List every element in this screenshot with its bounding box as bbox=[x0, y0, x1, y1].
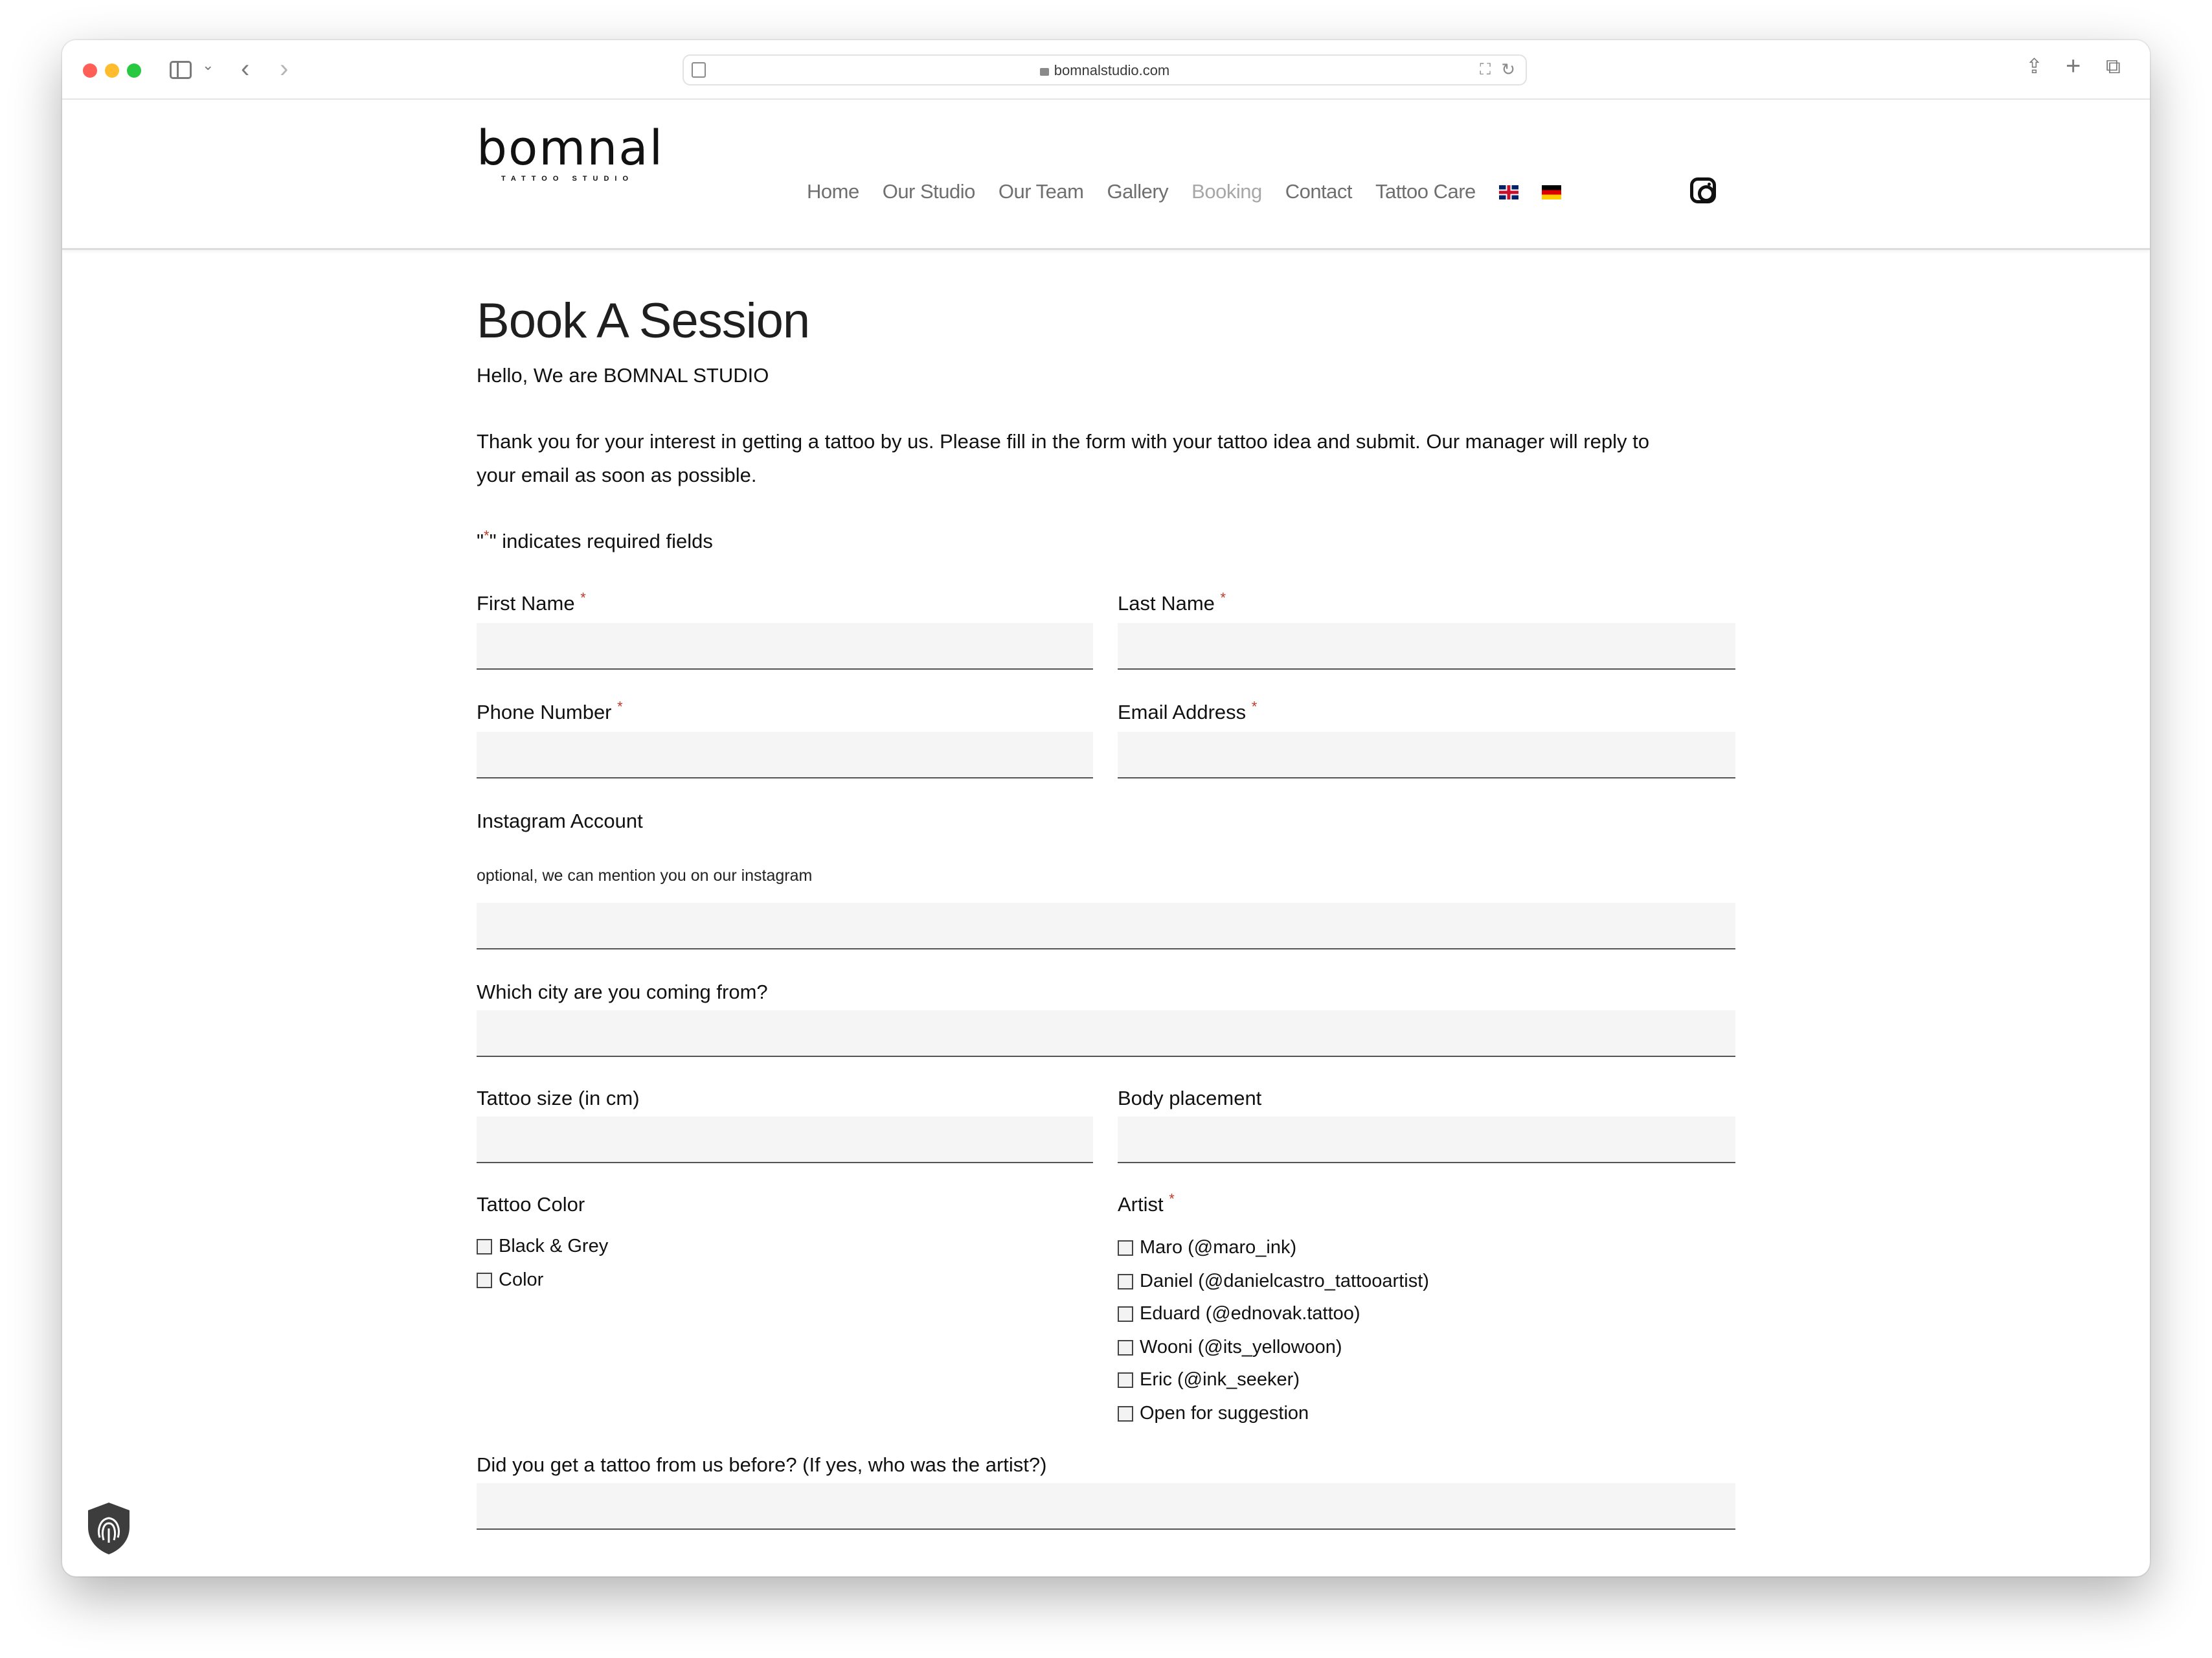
instagram-icon[interactable] bbox=[1690, 177, 1716, 203]
nav-home[interactable]: Home bbox=[807, 180, 859, 203]
body-placement-label: Body placement bbox=[1118, 1087, 1262, 1109]
chevron-down-icon[interactable]: ⌄ bbox=[202, 57, 214, 73]
color-option-black-grey[interactable]: Black & Grey bbox=[477, 1236, 608, 1257]
first-name-label: First Name * bbox=[477, 589, 586, 615]
nav-contact[interactable]: Contact bbox=[1285, 180, 1353, 203]
privacy-shield-icon[interactable] bbox=[85, 1501, 132, 1556]
lock-icon bbox=[1040, 68, 1049, 76]
nav-tattoo-care[interactable]: Tattoo Care bbox=[1375, 180, 1476, 203]
checkbox[interactable] bbox=[1118, 1340, 1133, 1356]
email-label: Email Address * bbox=[1118, 698, 1258, 723]
nav-booking[interactable]: Booking bbox=[1191, 180, 1262, 203]
minimize-window-button[interactable] bbox=[105, 63, 119, 78]
tattoo-size-label: Tattoo size (in cm) bbox=[477, 1087, 640, 1109]
phone-label: Phone Number * bbox=[477, 698, 623, 723]
body-placement-input[interactable] bbox=[1118, 1117, 1735, 1163]
browser-toolbar bbox=[62, 40, 2150, 100]
site-logo[interactable] bbox=[477, 120, 664, 183]
share-icon[interactable]: ⇪ bbox=[2026, 54, 2043, 78]
close-window-button[interactable] bbox=[83, 63, 97, 78]
checkbox[interactable] bbox=[1118, 1274, 1133, 1289]
reload-icon[interactable]: ↻ bbox=[1501, 60, 1515, 79]
intro-text bbox=[477, 425, 1649, 492]
nav-gallery[interactable]: Gallery bbox=[1107, 180, 1169, 203]
address-bar[interactable] bbox=[683, 54, 1527, 85]
tattoo-size-input[interactable] bbox=[477, 1117, 1093, 1163]
new-tab-icon[interactable]: + bbox=[2066, 52, 2081, 80]
tabs-overview-icon[interactable]: ⧉ bbox=[2106, 54, 2121, 78]
logo-subtext: TATTOO STUDIO bbox=[501, 175, 634, 183]
german-flag-icon[interactable] bbox=[1542, 185, 1561, 199]
page-title: Book A Session bbox=[477, 293, 810, 348]
artist-option-eduard[interactable]: Eduard (@ednovak.tattoo) bbox=[1118, 1303, 1360, 1324]
nav-our-team[interactable]: Our Team bbox=[998, 180, 1084, 203]
instagram-label: Instagram Account bbox=[477, 810, 643, 832]
checkbox[interactable] bbox=[1118, 1406, 1133, 1422]
artist-option-maro[interactable]: Maro (@maro_ink) bbox=[1118, 1237, 1296, 1258]
required-marker: * bbox=[484, 527, 490, 544]
artist-option-eric[interactable]: Eric (@ink_seeker) bbox=[1118, 1369, 1300, 1391]
forward-icon[interactable]: › bbox=[280, 54, 289, 83]
artist-option-wooni[interactable]: Wooni (@its_yellowoon) bbox=[1118, 1337, 1342, 1358]
zoom-window-button[interactable] bbox=[127, 63, 141, 78]
nav-our-studio[interactable]: Our Studio bbox=[882, 180, 975, 203]
checkbox[interactable] bbox=[477, 1239, 492, 1255]
instagram-input[interactable] bbox=[477, 903, 1735, 949]
checkbox[interactable] bbox=[1118, 1240, 1133, 1256]
main-nav bbox=[807, 180, 1585, 206]
sidebar-toggle-icon[interactable] bbox=[170, 61, 192, 79]
city-label: Which city are you coming from? bbox=[477, 981, 768, 1003]
intro-line-2: your email as soon as possible. bbox=[477, 464, 757, 486]
tattoo-color-label: Tattoo Color bbox=[477, 1193, 585, 1216]
email-input[interactable] bbox=[1118, 732, 1735, 778]
color-option-color[interactable]: Color bbox=[477, 1269, 543, 1291]
instagram-hint: optional, we can mention you on our instagram bbox=[477, 867, 813, 885]
site-header bbox=[62, 100, 2150, 250]
logo-wordmark: bomnal bbox=[477, 120, 664, 176]
city-input[interactable] bbox=[477, 1010, 1735, 1057]
last-name-input[interactable] bbox=[1118, 623, 1735, 670]
first-name-input[interactable] bbox=[477, 623, 1093, 670]
artist-option-daniel[interactable]: Daniel (@danielcastro_tattooartist) bbox=[1118, 1271, 1429, 1292]
checkbox[interactable] bbox=[477, 1273, 492, 1288]
previous-tattoo-label: Did you get a tattoo from us before? (If yes, who was the artist?) bbox=[477, 1453, 1047, 1476]
checkbox[interactable] bbox=[1118, 1306, 1133, 1322]
phone-input[interactable] bbox=[477, 732, 1093, 778]
back-icon[interactable]: ‹ bbox=[241, 54, 250, 83]
english-flag-icon[interactable] bbox=[1499, 185, 1518, 199]
browser-window bbox=[62, 40, 2150, 1576]
artist-option-open[interactable]: Open for suggestion bbox=[1118, 1403, 1309, 1424]
greeting-text: Hello, We are BOMNAL STUDIO bbox=[477, 364, 769, 387]
intro-line-1: Thank you for your interest in getting a tattoo by us. Please fill in the form with your tattoo idea and submit. Our manager will reply to bbox=[477, 430, 1649, 453]
previous-tattoo-input[interactable] bbox=[477, 1483, 1735, 1530]
translate-icon[interactable]: ⛶ bbox=[1480, 61, 1491, 78]
artist-label: Artist * bbox=[1118, 1190, 1175, 1216]
required-fields-note: "*" indicates required fields bbox=[477, 527, 713, 552]
last-name-label: Last Name * bbox=[1118, 589, 1226, 615]
url-text: bomnalstudio.com bbox=[684, 62, 1526, 79]
checkbox[interactable] bbox=[1118, 1372, 1133, 1388]
